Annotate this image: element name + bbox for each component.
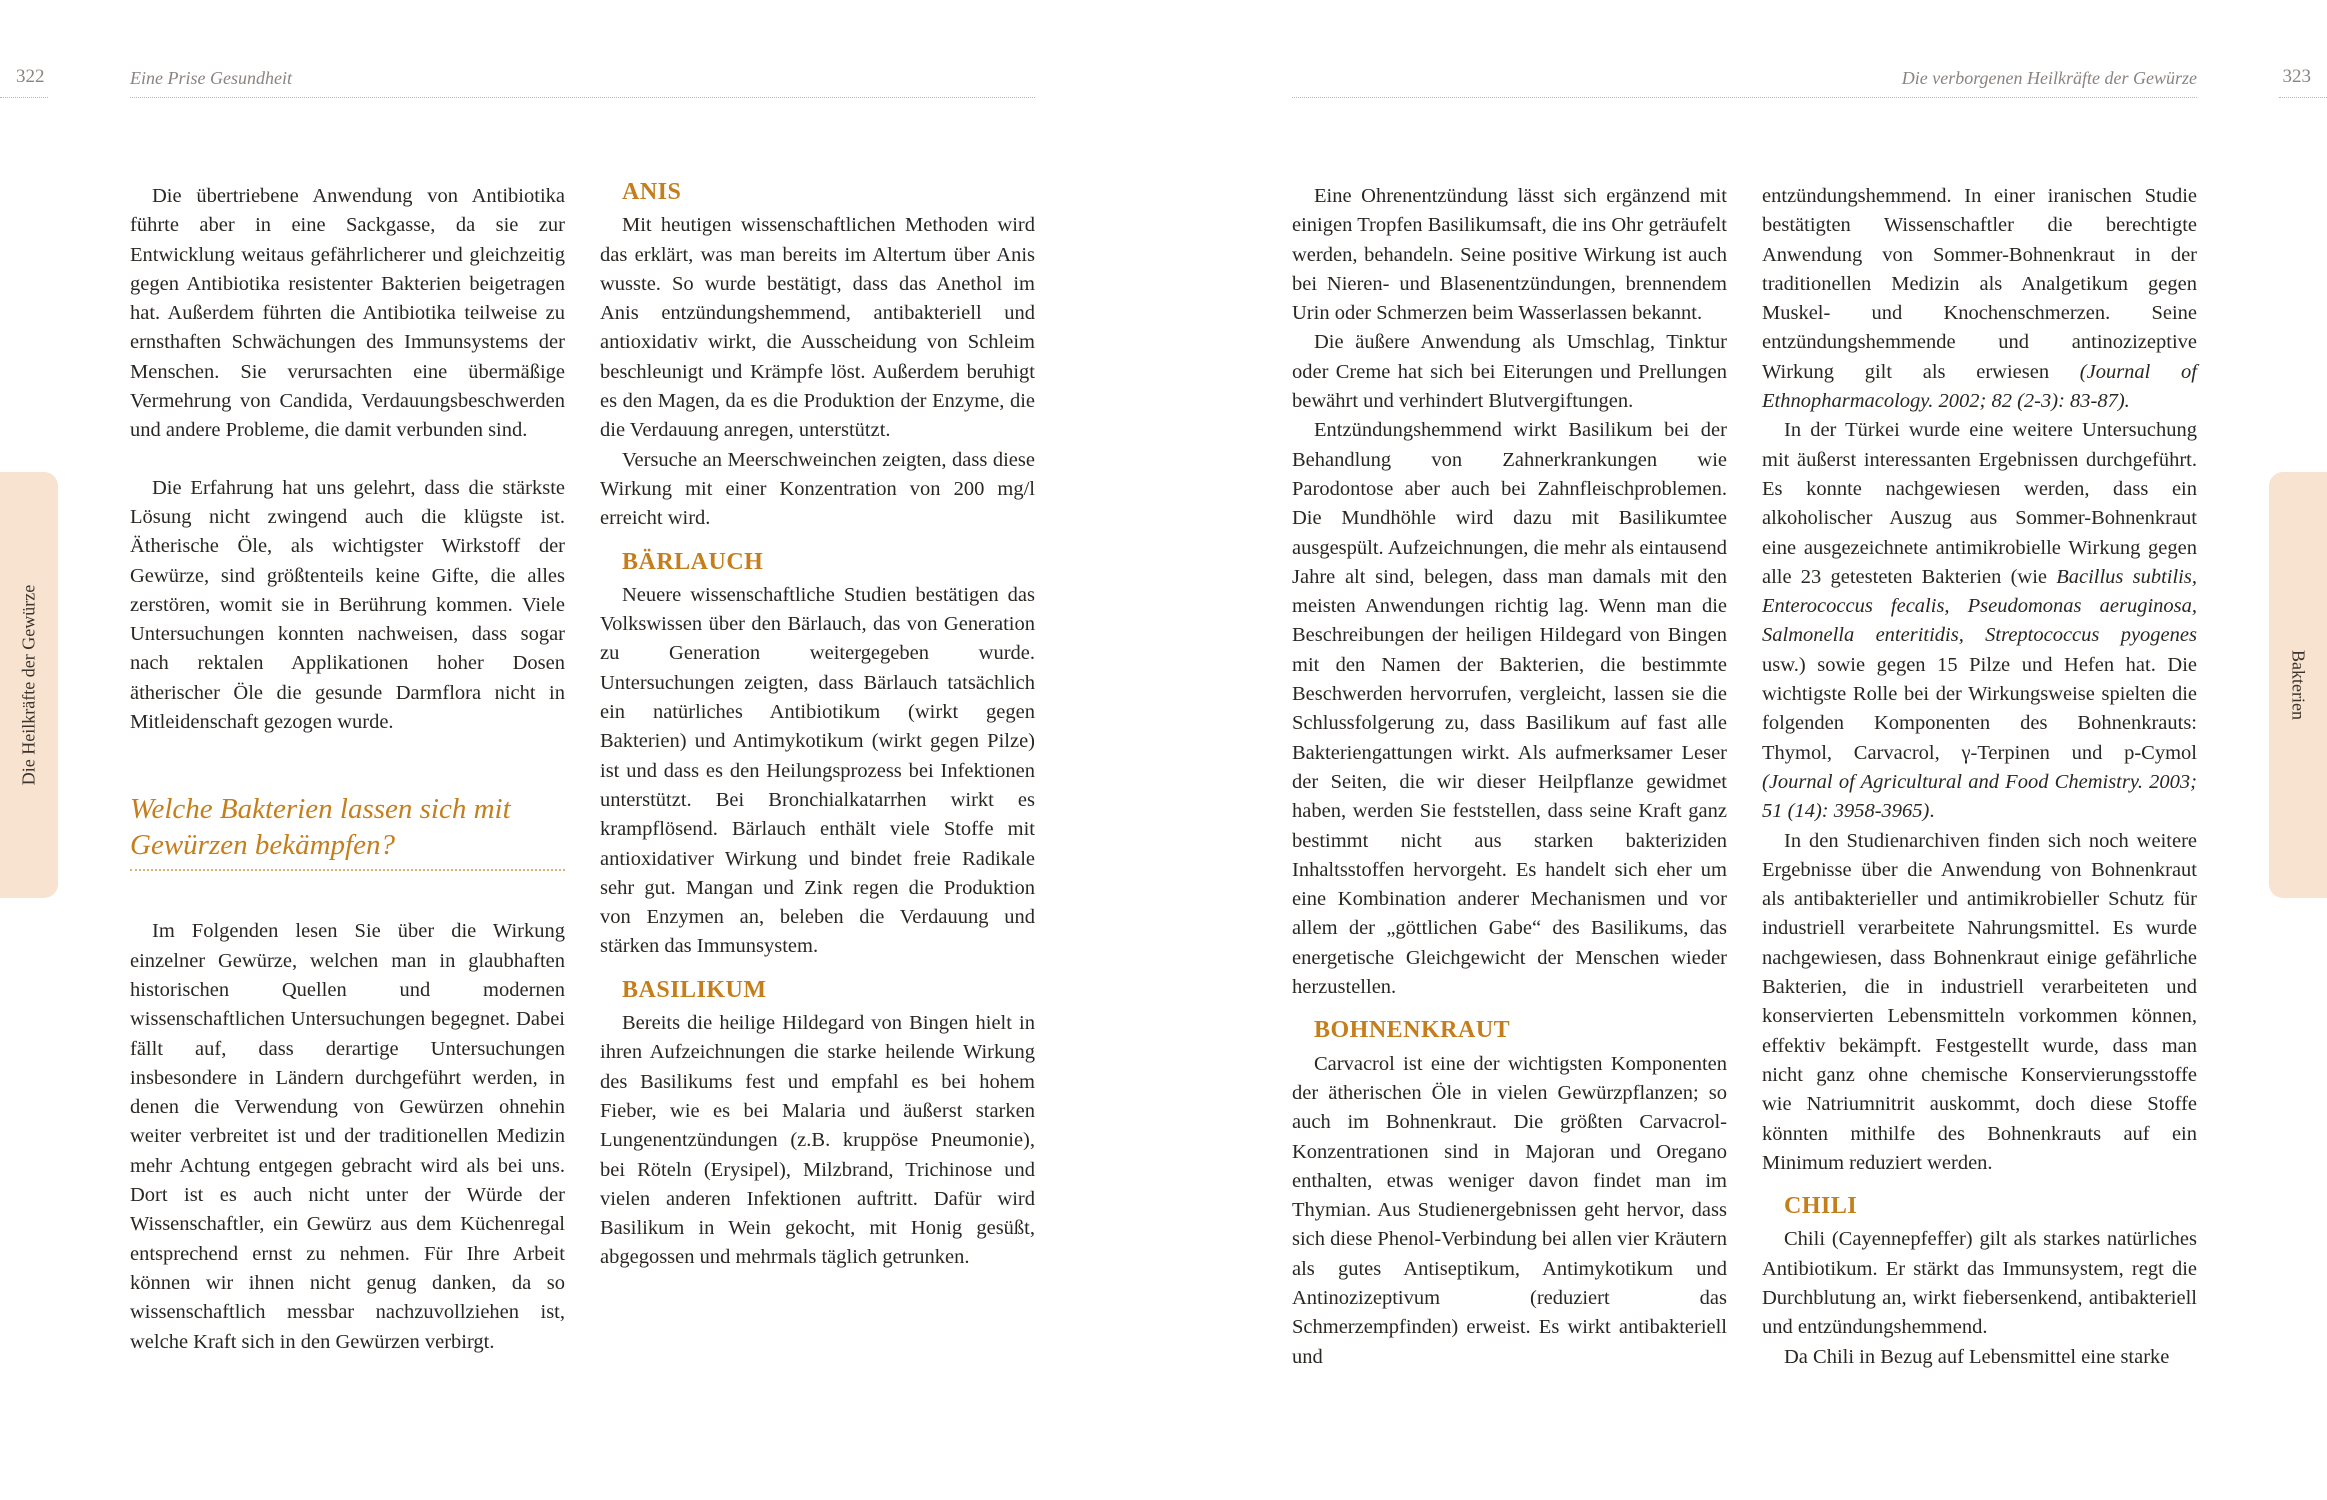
side-tab-left (0, 472, 58, 898)
side-tab-right-label: Bakterien (2288, 650, 2309, 720)
side-tab-left-label: Die Heilkräfte der Gewürze (18, 584, 39, 786)
citation: (Journal of Agricultural and Food Chemistry. 2003; 51 (14): 3958-3965) (1762, 770, 2197, 823)
paragraph (1762, 416, 2197, 826)
header-rule-left (130, 97, 1035, 98)
paragraph: Bereits die heilige Hildegard von Bingen hielt in ihren Aufzeichnungen die starke heilende Wirkung des Basilikums fest und empfahl es bei hohem Fieber, wie es bei Malaria und äußerst starken Lungenentzündungen (z.B. kruppöse Pneumonie), bei Röteln (Erysipel), Milzbrand, Trichinose und vielen anderen Infektionen auftritt. Dafür wird Basilikum in Wein gekocht, mit Honig gesüßt, abgegossen und mehrmals täglich getrunken. (600, 1012, 1035, 1269)
text-run: In der Türkei wurde eine weitere Untersuchung mit äußerst interessanten Ergebnissen durchgeführt. Es konnte nachgewiesen werden, dass ein alkoholischer Auszug aus Sommer-Bohnenkraut eine ausgezeichnete antimikrobielle Wirkung gegen alle 23 getesteten Bakterien (wie (1762, 419, 2197, 588)
column-1 (130, 182, 565, 1357)
paragraph: Mit heutigen wissenschaftlichen Methoden wird das erklärt, was man bereits im Altertum über Anis wusste. So wurde bestätigt, dass das Anethol im Anis entzündungshemmend, antibakteriell und antioxidativ wirkt, die Ausscheidung von Schleim beschleunigt und Krämpfe löst. Außerdem beruhigt es den Magen, da es die Produktion der Enzyme, die die Verdauung anregen, unterstützt. (600, 214, 1035, 442)
side-tab-right (2269, 472, 2327, 898)
paragraph: Die übertriebene Anwendung von Antibiotika führte aber in eine Sackgasse, da sie zur Entwicklung weitaus gefährlicherer und gleichzeitig gegen Antibiotika resistenter Bakterien beigetragen hat. Außerdem führten die Antibiotika teilweise zu ernsthaften Schwächungen des Immunsystems der Menschen. Sie verursachten eine übermäßige Vermehrung von Candida, Verdauungsbeschwerden und andere Probleme, die damit verbunden sind. (130, 185, 565, 442)
section-heading: Welche Bakterien lassen sich mit Gewürzen bekämpfen? (130, 791, 565, 871)
paragraph: Eine Ohrenentzündung lässt sich ergänzend mit einigen Tropfen Basilikumsaft, die ins Ohr geträufelt werden, behandeln. Seine positive Wirkung ist auch bei Nieren- und Blasenentzündungen, brennendem Urin oder Schmerzen beim Wasserlassen bekannt. (1292, 185, 1727, 325)
paragraph: Carvacrol ist eine der wichtigsten Komponenten der ätherischen Öle in vielen Gewürzpflanzen; so auch im Bohnenkraut. Die größten Carvacrol-Konzentrationen sind in Majoran und Oregano enthalten, etwas weniger davon findet man im Thymian. Aus Studienergebnissen geht hervor, dass sich diese Phenol-Verbindung bei allen vier Kräutern als gutes Antiseptikum, Antimykotikum und Antinozizeptivum (reduziert das Schmerzempfinden) erweist. Es wirkt antibakteriell und (1292, 1052, 1727, 1368)
column-3 (1292, 182, 1727, 1372)
spice-heading-anis: ANIS (622, 179, 682, 205)
page-number-left: 322 (16, 66, 45, 87)
text-run: . (1929, 800, 1935, 823)
paragraph: Da Chili in Bezug auf Lebensmittel eine starke (1784, 1345, 2170, 1368)
paragraph: Neuere wissenschaftliche Studien bestätigen das Volkswissen über den Bärlauch, das von Generation zu Generation weitergegeben wurde. Untersuchungen zeigten, dass Bärlauch tatsächlich ein natürliches Antibiotikum (wirkt gegen Bakterien) und Antimykotikum (wirkt gegen Pilze) ist und dass es den Heilungsprozess bei Infektionen unterstützt. Bei Bronchialkatarrhen wirkt es krampflösend. Bärlauch enthält viele Stoffe mit antioxidativer Wirkung und bindet freie Radikale sehr gut. Mangan und Zink regen die Produktion von Enzymen an, beleben die Verdauung und stärken das Immunsystem. (600, 583, 1035, 958)
running-head-right: Die verborgenen Heilkräfte der Gewürze (1901, 68, 2197, 88)
species-list: Bacillus subtilis, Enterococcus fecalis, Pseudomonas aeruginosa, Salmonella enteritidis, Streptococcus pyogenes (1762, 565, 2197, 647)
column-2 (600, 179, 1035, 1273)
spice-heading-chili: CHILI (1784, 1193, 1858, 1220)
text-run: usw.) sowie gegen 15 Pilze und Hefen hat. Die wichtigste Rolle bei der Wirkungsweise spielten die folgenden Komponenten des Bohnenkrauts: Thymol, Carvacrol, γ-Terpinen und p-Cymol (1762, 653, 2197, 764)
citation: (Journal of Ethnopharmacology. 2002; 82 (2-3): 83-87). (1762, 360, 2197, 413)
column-4 (1762, 182, 2197, 1372)
paragraph: Die Erfahrung hat uns gelehrt, dass die stärkste Lösung nicht zwingend auch die klügste ist. Ätherische Öle, als wichtigster Wirkstoff der Gewürze, sind größtenteils keine Gifte, die alles zerstören, womit sie in Berührung kommen. Viele Untersuchungen konnten nachweisen, dass sogar nach rektalen Applikationen hoher Dosen ätherischer Öle die gesunde Darmflora nicht in Mitleidenschaft gezogen wurde. (130, 476, 565, 734)
spice-heading-bohnenkraut: BOHNENKRAUT (1314, 1017, 1511, 1044)
paragraph: Chili (Cayennepfeffer) gilt als starkes natürliches Antibiotikum. Er stärkt das Immunsystem, regt die Durchblutung an, wirkt fiebersenkend, antibakteriell und entzündungshemmend. (1762, 1228, 2197, 1339)
header-rule-right (1292, 97, 2197, 98)
header-rule-right-short (2279, 97, 2327, 98)
paragraph: Versuche an Meerschweinchen zeigten, dass diese Wirkung mit einer Konzentration von 200 mg/l erreicht wird. (600, 448, 1035, 530)
page-number-right: 323 (2282, 66, 2311, 87)
paragraph: Im Folgenden lesen Sie über die Wirkung einzelner Gewürze, welchen man in glaubhaften historischen Quellen und modernen wissenschaftlichen Untersuchungen begegnet. Dabei fällt auf, dass derartige Untersuchungen insbesondere in Ländern durchgeführt werden, in denen die Verwendung von Gewürzen ohnehin weiter verbreitet ist und der traditionellen Medizin mehr Achtung entgegen gebracht wird als bei uns. Dort ist es auch nicht unter der Würde der Wissenschaftler, ein Gewürz aus dem Küchenregal entsprechend ernst zu nehmen. Für Ihre Arbeit können wir ihnen nicht genug danken, da so wissenschaftlich messbar nachzuvollziehen ist, welche Kraft sich in den Gewürzen verbirgt. (130, 920, 565, 1353)
paragraph (1762, 182, 2197, 416)
spice-heading-basilikum: BASILIKUM (622, 976, 767, 1003)
running-head-left: Eine Prise Gesundheit (130, 68, 292, 88)
paragraph: In den Studienarchiven finden sich noch weitere Ergebnisse über die Anwendung von Bohnenkraut als antibakterieller und antimikrobieller Schutz für industriell verarbeitete Nahrungsmittel. Es wurde nachgewiesen, dass Bohnenkraut einige gefährliche Bakterien, die in industriell verarbeiteten und konservierten Lebensmitteln vorkommen können, effektiv bekämpft. Festgestellt wurde, dass man nicht ganz ohne chemische Konservierungsstoffe wie Natriumnitrit auskommt, doch diese Stoffe könnten mithilfe des Bohnenkrauts auf ein Minimum reduziert werden. (1762, 829, 2197, 1174)
spice-heading-baerlauch: BÄRLAUCH (622, 548, 764, 575)
paragraph: Die äußere Anwendung als Umschlag, Tinktur oder Creme hat sich bei Eiterungen und Prellungen bewährt und verhindert Blutvergiftungen. (1292, 331, 1727, 413)
paragraph: Entzündungshemmend wirkt Basilikum bei der Behandlung von Zahnerkrankungen wie Parodontose aber auch bei Zahnfleischproblemen. Die Mundhöhle wird dazu mit Basilikumtee ausgespült. Aufzeichnungen, die mehr als eintausend Jahre alt sind, belegen, dass man damals mit den meisten Anwendungen richtig lag. Wenn man die Beschreibungen der heiligen Hildegard von Bingen mit den Namen der Bakterien, die bestimmte Beschwerden hervorrufen, vergleicht, lassen sie die Schlussfolgerung zu, dass Basilikum auf fast alle Bakteriengattungen wirkt. Als aufmerksamer Leser der Seiten, die wir dieser Heilpflanze gewidmet haben, werden Sie feststellen, dass seine Kraft ganz bestimmt nicht aus starken bakteriziden Inhaltsstoffen hervorgeht. Es handelt sich eher um eine Kombination anderer Mechanismen und vor allem der „göttlichen Gabe“ des Basilikums, das energetische Gleichgewicht der Menschen wieder herzustellen. (1292, 419, 1727, 999)
text-run: entzündungshemmend. In einer iranischen Studie bestätigten Wissenschaftler die berechtigte Anwendung von Sommer-Bohnenkraut in der traditionellen Medizin als Analgetikum gegen Muskel- und Knochenschmerzen. Seine entzündungshemmende und antinozizeptive Wirkung gilt als erwiesen (1762, 185, 2197, 383)
header-rule-left-short (0, 97, 48, 98)
